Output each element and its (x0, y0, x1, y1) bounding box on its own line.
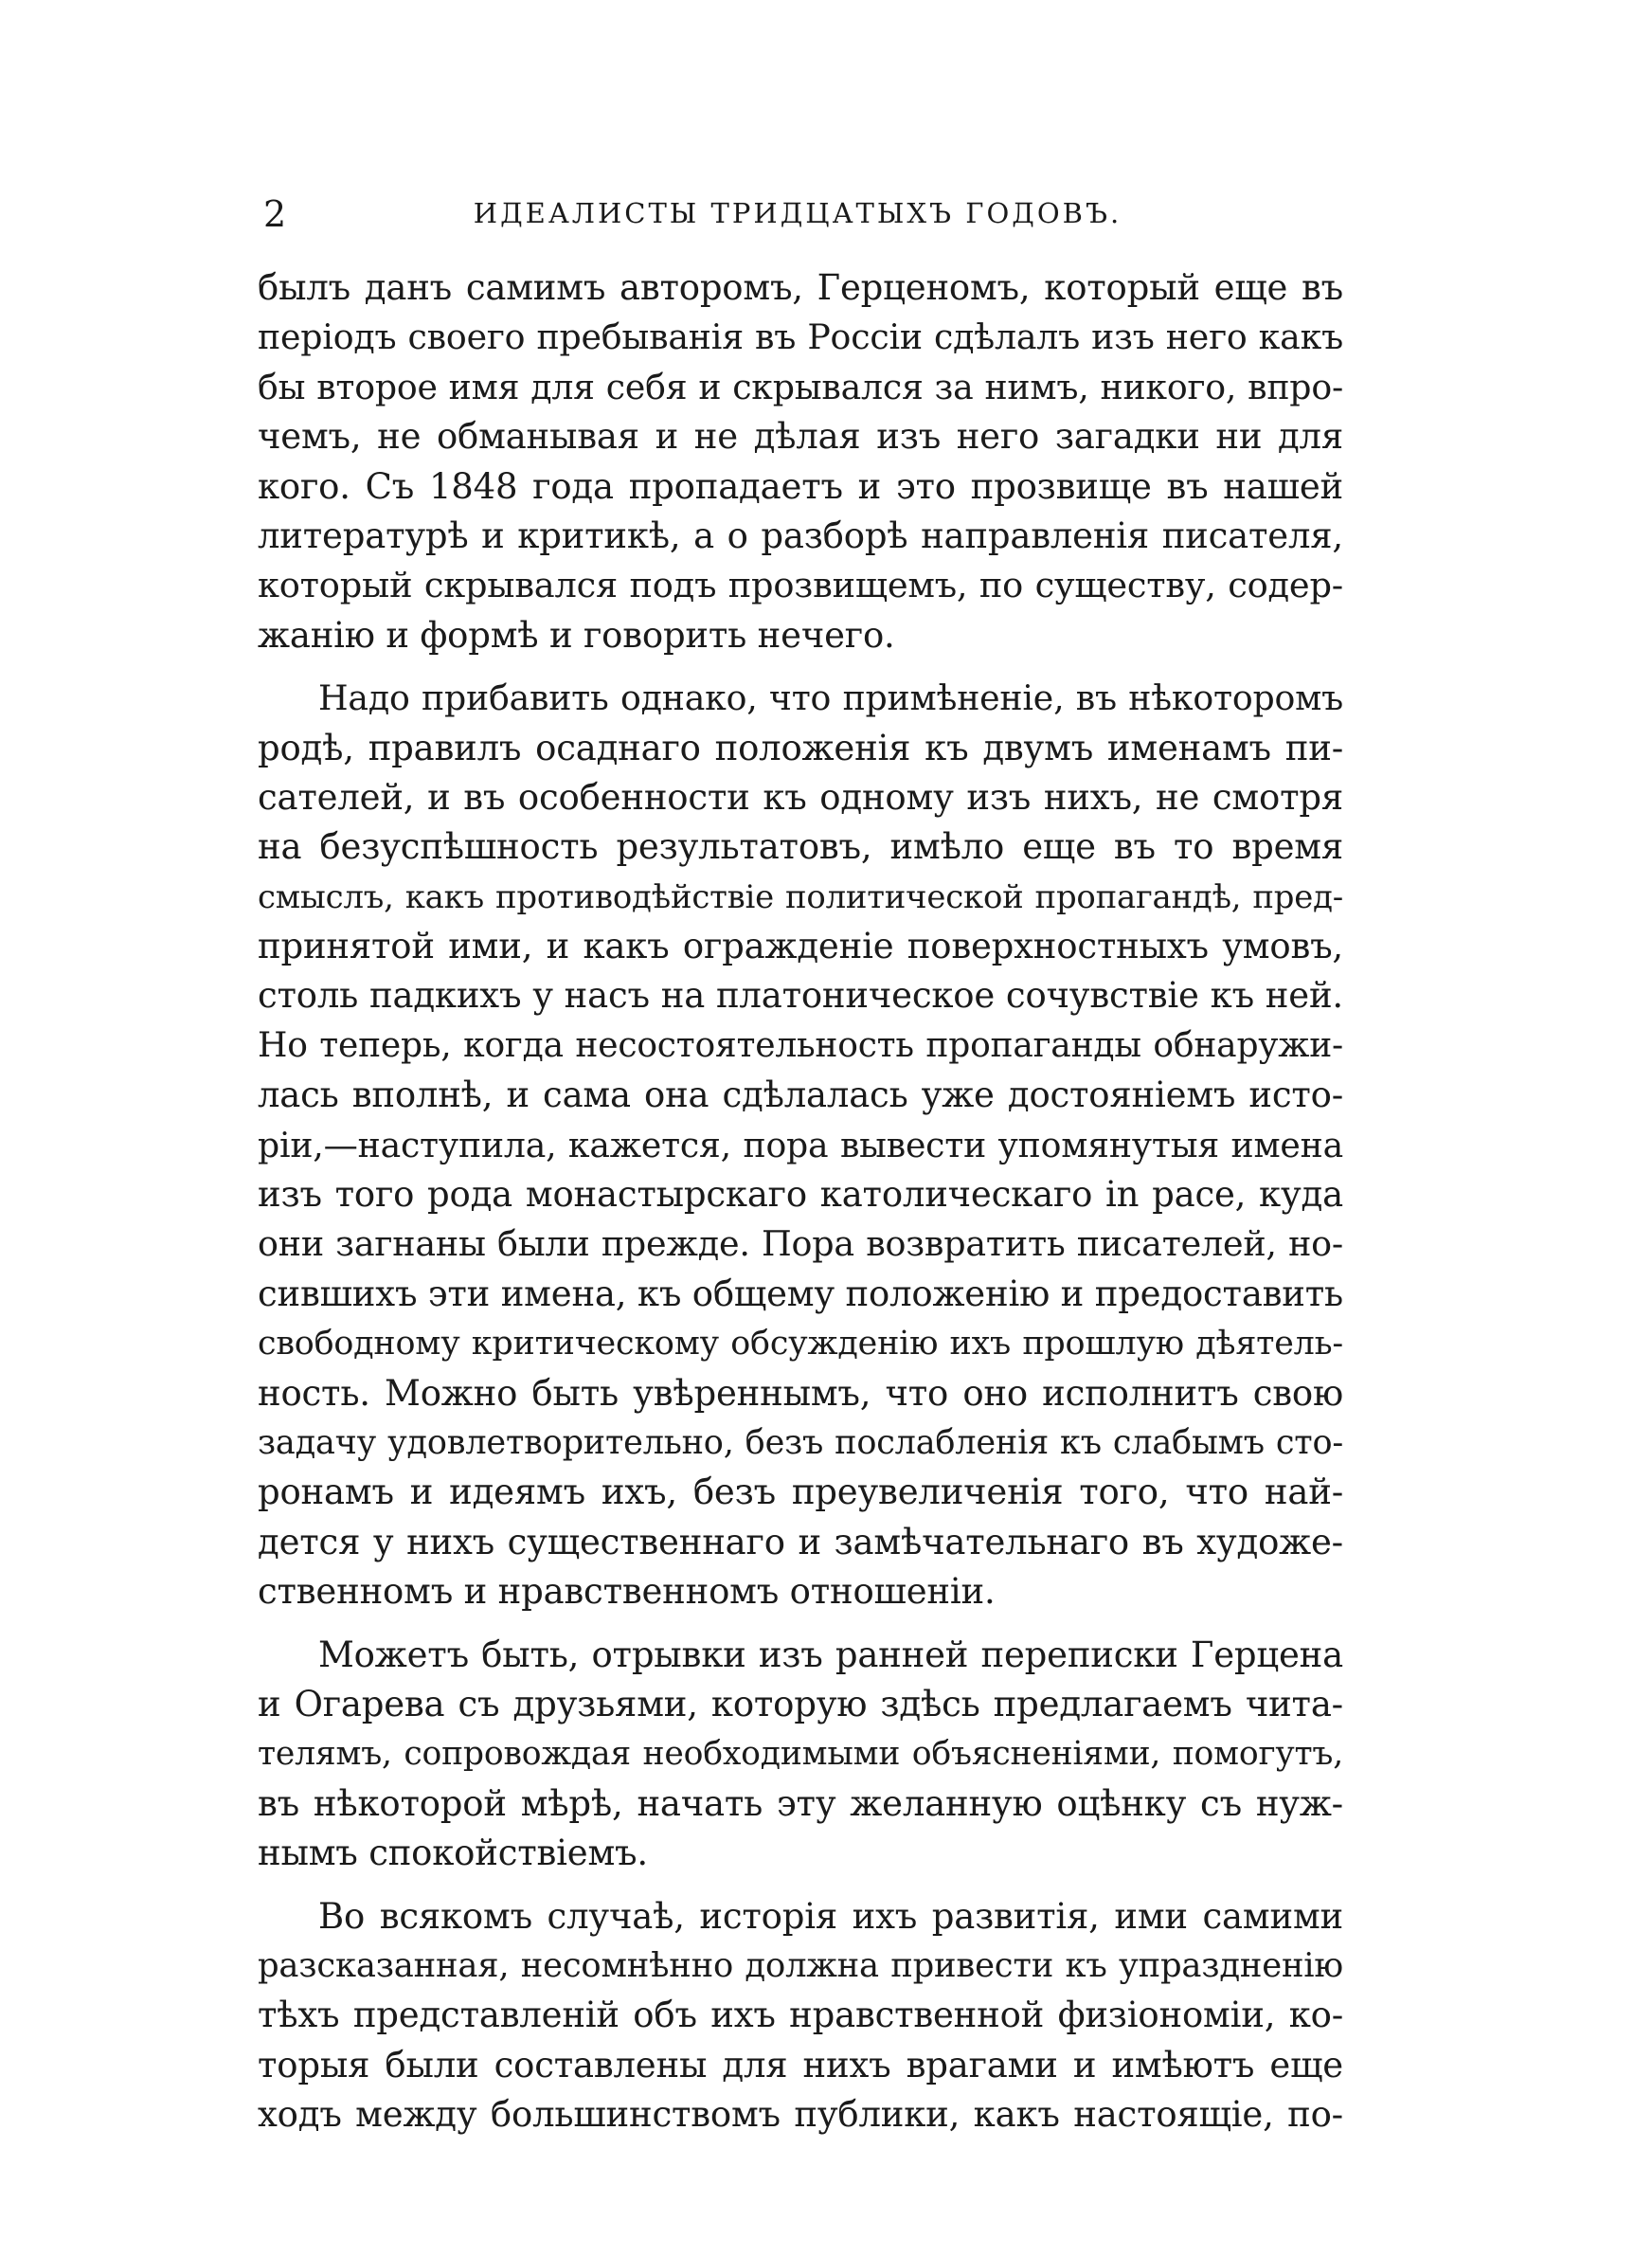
text-line: періодъ своего пребыванія въ Россіи сдѣлалъ изъ него какъ (258, 316, 1343, 358)
text-line: смыслъ, какъ противодѣйствіе политической пропагандѣ, пред- (258, 877, 1343, 915)
text-line: на безуспѣшность результатовъ, имѣло еще въ то время (258, 826, 1343, 868)
text-line: въ нѣкоторой мѣрѣ, начать эту желанную оцѣнку съ нуж- (258, 1782, 1343, 1824)
text-line: ность. Можно быть увѣреннымъ, что оно исполнитъ свою (258, 1372, 1343, 1414)
text-line: ходъ между большинствомъ публики, какъ настоящіе, по- (258, 2094, 1343, 2136)
text-line: Во всякомъ случаѣ, исторія ихъ развитія, ими самими (318, 1895, 1343, 1937)
paragraph-2 (258, 674, 1343, 1616)
text-line: ственномъ и нравственномъ отношеніи. (258, 1571, 996, 1613)
text-line: кого. Съ 1848 года пропадаетъ и это прозвище въ нашей (258, 465, 1343, 507)
text-line: Надо прибавить однако, что примѣненіе, въ нѣкоторомъ (318, 677, 1343, 719)
text-line: бы второе имя для себя и скрывался за нимъ, никого, впро- (258, 366, 1343, 407)
text-line: нымъ спокойствіемъ. (258, 1833, 648, 1874)
text-line: жанію и формѣ и говорить нечего. (258, 614, 895, 656)
text-line: который скрывался подъ прозвищемъ, по существу, содер- (258, 565, 1343, 606)
text-line: дется у нихъ существеннаго и замѣчательнаго въ художе- (258, 1521, 1343, 1562)
text-line: ріи,—наступила, кажется, пора вывести упомянутыя имена (258, 1124, 1343, 1165)
text-line: ронамъ и идеямъ ихъ, безъ преувеличенія того, что най- (258, 1472, 1343, 1513)
text-line: изъ того рода монастырскаго католическаго in pace, куда (258, 1174, 1343, 1216)
text-line: сателей, и въ особенности къ одному изъ нихъ, не смотря (258, 776, 1343, 818)
text-line: Можетъ быть, отрывки изъ ранней переписки Герцена (318, 1634, 1343, 1675)
text-line: литературѣ и критикѣ, а о разборѣ направленія писателя, (258, 515, 1343, 556)
text-line: свободному критическому обсужденію ихъ прошлую дѣятель- (258, 1325, 1343, 1363)
body-text (258, 263, 1343, 2140)
text-line: Но теперь, когда несостоятельность пропаганды обнаружи- (258, 1025, 1343, 1065)
text-line: телямъ, сопровождая необходимыми объясненіями, помогутъ, (258, 1735, 1343, 1774)
text-line: тѣхъ представленій объ ихъ нравственной физіономіи, ко- (258, 1995, 1343, 2036)
text-line: и Огарева съ друзьями, которую здѣсь предлагаемъ чита- (258, 1683, 1343, 1724)
page-header (263, 193, 1332, 241)
text-line: они загнаны были прежде. Пора возвратить писателей, но- (258, 1223, 1343, 1265)
text-line: разсказанная, несомнѣнно должна привести къ упраздненію (258, 1945, 1343, 1985)
paragraph-3 (258, 1631, 1343, 1879)
paragraph-4 (258, 1892, 1343, 2140)
text-line: принятой ими, и какъ огражденіе поверхностныхъ умовъ, (258, 926, 1343, 967)
text-line: родѣ, правилъ осаднаго положенія къ двумъ именамъ пи- (258, 727, 1343, 768)
page-number: 2 (263, 193, 288, 235)
text-line: былъ данъ самимъ авторомъ, Герценомъ, который еще въ (258, 267, 1343, 308)
text-line: лась вполнѣ, и сама она сдѣлалась уже достояніемъ исто- (258, 1074, 1343, 1116)
text-line: задачу удовлетворительно, безъ послабленія къ слабымъ сто- (258, 1422, 1343, 1462)
text-line: торыя были составлены для нихъ врагами и имѣютъ еще (258, 2044, 1343, 2085)
text-line: столь падкихъ у насъ на платоническое сочувствіе къ ней. (258, 975, 1343, 1017)
running-title: ИДЕАЛИСТЫ ТРИДЦАТЫХЪ ГОДОВЪ. (473, 197, 1122, 229)
text-line: чемъ, не обманывая и не дѣлая изъ него загадки ни для (258, 416, 1343, 458)
paragraph-1 (258, 263, 1343, 660)
text-line: сившихъ эти имена, къ общему положенію и предоставить (258, 1273, 1343, 1314)
